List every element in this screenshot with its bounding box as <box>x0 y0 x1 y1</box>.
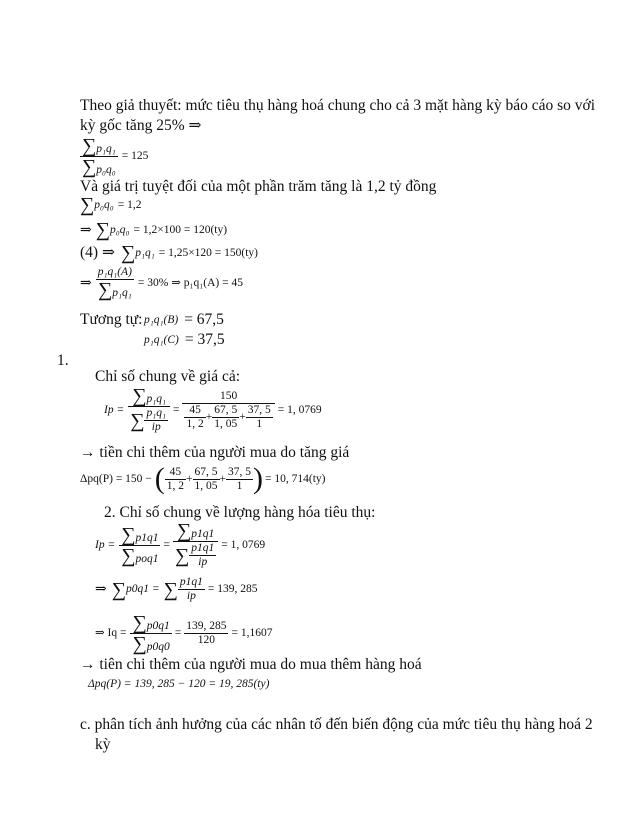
formula-lhs: Ip = <box>95 538 116 551</box>
term-denominator: 1 <box>256 417 263 430</box>
formula-denominator: p₁q₁ <box>112 287 132 299</box>
sigma-symbol: ∑ <box>174 544 190 567</box>
intro-line-2: kỳ gốc tăng 25% ⇒ <box>80 117 202 134</box>
formula-sub-denominator: ip <box>198 556 208 568</box>
formula-sub-numerator: p1q1 <box>191 542 215 554</box>
sigma-symbol: ∑ <box>111 578 126 601</box>
formula-result: = 1,1607 <box>231 627 273 639</box>
formula-result: = 1,25×120 = 150(ty) <box>158 246 259 259</box>
formula-lhs: Ip = <box>104 403 125 416</box>
formula-p1q1-c <box>144 331 225 349</box>
sigma-symbol: ∑ <box>95 219 110 241</box>
formula-sum-p0q0 <box>80 195 142 215</box>
quantity-index-title: 2. Chỉ số chung về lượng hàng hóa tiêu thụ: <box>104 504 376 521</box>
price-index-title: Chỉ số chung về giá cả: <box>95 368 241 385</box>
sigma-symbol: ∑ <box>132 633 147 655</box>
plus-sign: + <box>205 410 213 423</box>
formula-sub-denominator: ip <box>151 421 161 433</box>
formula-lhs: p0q1 = <box>126 583 160 595</box>
formula-share-30 <box>80 266 243 300</box>
sigma-symbol: ∑ <box>80 194 95 216</box>
formula-lhs: p₁q₁(C) <box>144 333 179 346</box>
intro-line-1: Theo giả thuyết: mức tiêu thụ hàng hoá chung cho cả 3 mặt hàng kỳ báo cáo so với <box>80 97 596 114</box>
term-numerator: 45 <box>169 465 182 478</box>
similarly-label: Tương tự: <box>80 311 143 328</box>
plus-sign: + <box>219 472 227 485</box>
formula-p1q1-b <box>144 311 224 329</box>
term-numerator: 37, 5 <box>228 465 252 478</box>
formula-numerator: p₁q₁ <box>96 143 116 155</box>
term-denominator: 1, 05 <box>194 479 218 492</box>
formula-ratio-125 <box>80 136 148 177</box>
formula-result: = 1, 0769 <box>221 538 266 551</box>
implies-symbol: ⇒ <box>95 582 107 597</box>
term-denominator: 1 <box>236 479 243 492</box>
formula-lhs: p₀q₀ <box>94 198 114 211</box>
section-number-1: 1. <box>57 352 69 369</box>
quantity-extra-line: → tiên chi thêm của người mua do mua thêm hàng hoá <box>80 656 422 673</box>
formula-quantity-index-iq: ⇒ Iq = $\frac{\sum p0q1}{\sum p0q0}$ = $\frac{139, 285}{120}$ = 1,1607 <box>95 612 273 655</box>
formula-quantity-index: Ip = $\frac{\sum p1q1}{\text{∑poq1}}$ = ∑p1q1 ∑ $\frac{p1q1}{ip}$ = 1, 0769 <box>95 520 266 568</box>
part-c-line-2: kỳ <box>95 736 111 753</box>
formula-quantity-extra-spending: Δpq(P) = 139, 285 − 120 = 19, 285(ty) <box>88 678 270 690</box>
term-denominator: 1, 05 <box>214 417 238 430</box>
formula-numerator: p₁q₁(A) <box>97 266 132 278</box>
formula-numerator: 150 <box>219 389 238 402</box>
formula-sum-p0q1 <box>95 576 258 603</box>
term-numerator: 37, 5 <box>247 403 271 416</box>
sigma-symbol: ∑ <box>121 523 136 546</box>
term-numerator: 67, 5 <box>194 465 218 478</box>
formula-lhs: p₀q₀ <box>110 223 130 236</box>
formula-result: = 139, 285 <box>207 583 258 595</box>
formula-result: = 1,2×100 = 120(ty) <box>133 223 228 236</box>
formula-sub-numerator: p₁q₁ <box>146 407 166 419</box>
formula-denominator: poq1 <box>135 552 159 565</box>
formula-denominator: ip <box>186 590 196 602</box>
part-c-line-1: c. phân tích ảnh hưởng của các nhân tố đến biến động của mức tiêu thụ hàng hoá 2 <box>80 716 593 733</box>
term-numerator: 45 <box>189 403 201 416</box>
implies-symbol: ⇒ <box>80 275 92 291</box>
formula-result: = 10, 714(ty) <box>265 472 326 485</box>
formula-result: = 125 <box>121 150 149 162</box>
implies-symbol: ⇒ <box>80 222 92 238</box>
formula-price-index: Ip = ∑p₁q₁ ∑ $\frac{\text{p₁q₁}}{ip}$ = 150 $\frac{45}{1, 2}$ + $\frac{67, 5}{1, 05}$ + $\frac{37, 5}{1}$ = 1, 0769 <box>104 385 322 433</box>
formula-numerator: p₁q₁ <box>146 393 166 405</box>
plus-sign: + <box>186 472 193 485</box>
term-denominator: 1, 2 <box>166 479 185 492</box>
term-numerator: 67, 5 <box>214 403 238 416</box>
term-denominator: 1, 2 <box>186 417 204 430</box>
formula-lhs: p₁q₁ <box>135 246 155 259</box>
sigma-symbol: ∑ <box>82 156 97 178</box>
formula-result: = 37,5 <box>184 331 225 348</box>
formula-denominator: 120 <box>197 634 215 646</box>
formula-p0q0-120 <box>80 220 227 240</box>
formula-numerator: p1q1 <box>179 576 203 588</box>
formula-denominator: p0q0 <box>146 641 170 653</box>
plus-sign: + <box>239 410 246 423</box>
sigma-symbol: ∑ <box>82 135 97 157</box>
sigma-symbol: ∑ <box>130 409 145 432</box>
formula-result: = 30% ⇒ p₁q₁(A) = 45 <box>137 276 243 289</box>
formula-numerator: p0q1 <box>146 620 170 632</box>
formula-price-extra-spending: Δpq(P) = 150 − ( $\frac{45}{1, 2}$ + $\frac{67, 5}{1, 05}$ + $\frac{37, 5}{1}$ ) = 10, 714(ty) <box>80 462 326 495</box>
absolute-value-line: Và giá trị tuyệt đối của một phần trăm tăng là 1,2 tỷ đồng <box>80 178 437 195</box>
formula-numerator: 139, 285 <box>186 620 227 632</box>
formula-numerator: p1q1 <box>191 528 215 540</box>
sigma-symbol: ∑ <box>121 544 136 567</box>
sigma-symbol: ∑ <box>132 385 147 407</box>
formula-label: (4) ⇒ <box>80 244 115 261</box>
formula-p1q1-150 <box>80 243 258 263</box>
sigma-symbol: ∑ <box>132 612 147 634</box>
formula-result: = 67,5 <box>184 311 224 328</box>
sigma-symbol: ∑ <box>176 520 192 542</box>
formula-denominator: p₀q₀ <box>96 164 116 176</box>
formula-numerator: p1q1 <box>135 531 159 544</box>
formula-lhs: p₁q₁(B) <box>144 313 179 326</box>
formula-result: = 1,2 <box>117 198 142 211</box>
price-extra-line: → tiền chi thêm của người mua do tăng giá <box>80 444 350 461</box>
sigma-symbol: ∑ <box>120 242 136 264</box>
formula-lhs: Δpq(P) = 150 − <box>80 472 152 485</box>
sigma-symbol: ∑ <box>163 578 178 601</box>
sigma-symbol: ∑ <box>97 279 113 301</box>
formula-lhs: ⇒ Iq = <box>95 627 127 639</box>
formula-result: = 1, 0769 <box>277 403 322 416</box>
